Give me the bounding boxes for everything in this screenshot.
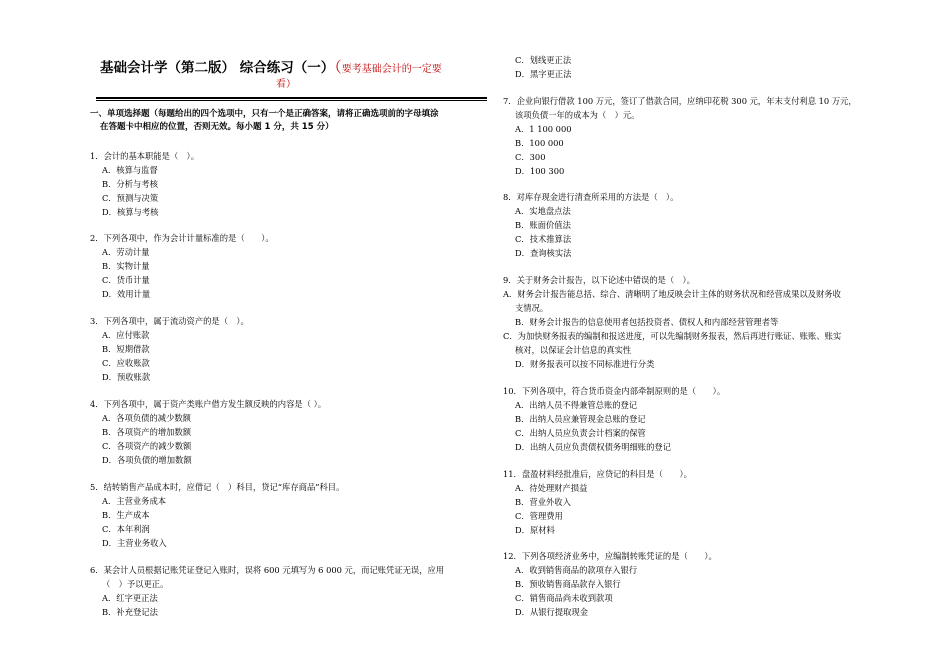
question-6 [90,563,444,619]
option-d: D．预收账款 [102,372,151,382]
question-4 [90,397,326,467]
option-a: A．核算与监督 [102,165,158,175]
title-rule-thin [96,100,487,101]
title-paren: （ [334,58,342,76]
option-a: A．收到销售商品的款项存入银行 [515,565,638,575]
option-b: B．实物计量 [102,261,150,271]
question-3 [90,314,249,384]
title-main: 基础会计学（第二版） 综合练习（一） [100,60,335,76]
question-stem: 10．下列各项中，符合货币资金内部牵制原则的是（ ）。 [503,386,726,396]
question-6-continued [503,53,571,81]
question-2 [90,231,274,301]
section-heading-line1: 一、单项选择题（每题给出的四个选项中，只有一个是正确答案，请将正确选项前的字母填涂 [90,109,439,119]
option-a: A．实地盘点法 [515,206,571,216]
question-stem: 6．某会计人员根据记账凭证登记入账时，误将 600 元填写为 6 000 元，而记账凭证无误，应用 [90,565,445,575]
option-b: B．各项资产的增加数额 [102,427,192,437]
option-a: A．应付账款 [102,330,150,340]
option-b: B．短期借款 [102,344,150,354]
question-stem: 11．盘盈材料经批准后，应贷记的科目是（ ）。 [503,469,692,479]
option-a: A．出纳人员不得兼管总账的登记 [515,400,638,410]
option-c: C．划线更正法 [515,55,572,65]
option-b: B．补充登记法 [102,607,158,617]
option-d: D．各项负债的增加数额 [102,455,192,465]
question-11 [503,467,692,537]
question-9 [503,273,841,371]
question-stem: 4．下列各项中，属于资产类账户借方发生额反映的内容是（ ）。 [90,399,327,409]
option-b: B．营业外收入 [515,497,571,507]
option-d: D．黑字更正法 [515,69,572,79]
option-a: A．1 100 000 [515,124,572,134]
option-b: B．预收销售商品款存入银行 [515,579,621,589]
option-a: A．待处理财产损益 [515,483,588,493]
question-8 [503,190,678,260]
option-a-continued: 支情况。 [515,303,549,313]
option-d: D．100 300 [515,166,565,176]
option-a: A．主营业务成本 [102,496,167,506]
option-b: B．财务会计报告的信息使用者包括投资者、债权人和内部经营管理者等 [515,317,779,327]
question-stem: 7．企业向银行借款 100 万元，签订了借款合同，应纳印花税 300 元，年末支付利息 10 万元， [503,96,857,106]
option-c: C．管理费用 [515,511,563,521]
option-b: B．生产成本 [102,510,150,520]
title-rule-thick [96,97,487,99]
question-1 [90,149,199,219]
option-a: A．各项负债的减少数额 [102,413,191,423]
question-stem: 1．会计的基本职能是（ ）。 [90,151,199,161]
option-d: D．财务报表可以按不同标准进行分类 [515,359,655,369]
option-c: C．预测与决策 [102,193,159,203]
option-a: A．劳动计量 [102,247,150,257]
option-b: B．账面价值法 [515,220,571,230]
option-c-continued: 核对，以保证会计信息的真实性 [515,345,632,355]
option-c: C．各项资产的减少数额 [102,441,192,451]
question-12 [503,549,717,619]
question-5 [90,480,344,550]
section-heading [90,108,490,134]
question-7 [503,94,857,178]
option-d: D．查询核实法 [515,248,572,258]
option-d: D．核算与考核 [102,207,159,217]
document-title [100,58,490,90]
title-note: 要考基础会计的一定要 [341,64,442,75]
question-stem: 5．结转销售产品成本时，应借记（ ）科目，贷记“库存商品”科目。 [90,482,345,492]
question-stem: 3．下列各项中，属于流动资产的是（ ）。 [90,316,249,326]
option-b: B．分析与考核 [102,179,158,189]
question-stem: 8．对库存现金进行清查所采用的方法是（ ）。 [503,192,679,202]
option-a: A．红字更正法 [102,593,158,603]
option-a: A．财务会计报告能总括、综合、清晰明了地反映会计主体的财务状况和经营成果以及财务收 [503,289,841,299]
section-heading-line2: 在答题卡中相应的位置，否则无效。每小题 1 分，共 15 分） [100,122,334,132]
option-c: C．货币计量 [102,275,150,285]
question-10 [503,384,725,454]
option-c: C．本年利润 [102,524,150,534]
option-c: C．300 [515,152,546,162]
option-d: D．出纳人员应负责债权债务明细账的登记 [515,442,671,452]
option-b: B．出纳人员应兼管现金总账的登记 [515,414,646,424]
question-stem-continued: 该项负债一年的成本为（ ）元。 [515,110,640,120]
option-d: D．原材料 [515,525,555,535]
option-c: C．销售商品尚未收到款项 [515,593,613,603]
question-stem: 9．关于财务会计报告，以下论述中错误的是（ ）。 [503,275,695,285]
option-b: B．100 000 [515,138,564,148]
option-d: D．从银行提取现金 [515,607,589,617]
question-stem-continued: （ ）予以更正。 [102,579,169,589]
option-c: C．应收账款 [102,358,150,368]
question-stem: 12．下列各项经济业务中，应编制转账凭证的是（ ）。 [503,551,717,561]
option-d: D．主营业务收入 [102,538,167,548]
option-c: C．出纳人员应负责会计档案的保管 [515,428,646,438]
title-note-continued: 看） [276,79,296,90]
question-stem: 2．下列各项中，作为会计计量标准的是（ ）。 [90,233,274,243]
option-c: C．为加快财务报表的编制和报送进度，可以先编制财务报表，然后再进行账证、账账、账实 [503,331,842,341]
option-d: D．效用计量 [102,289,151,299]
option-c: C．技术推算法 [515,234,572,244]
